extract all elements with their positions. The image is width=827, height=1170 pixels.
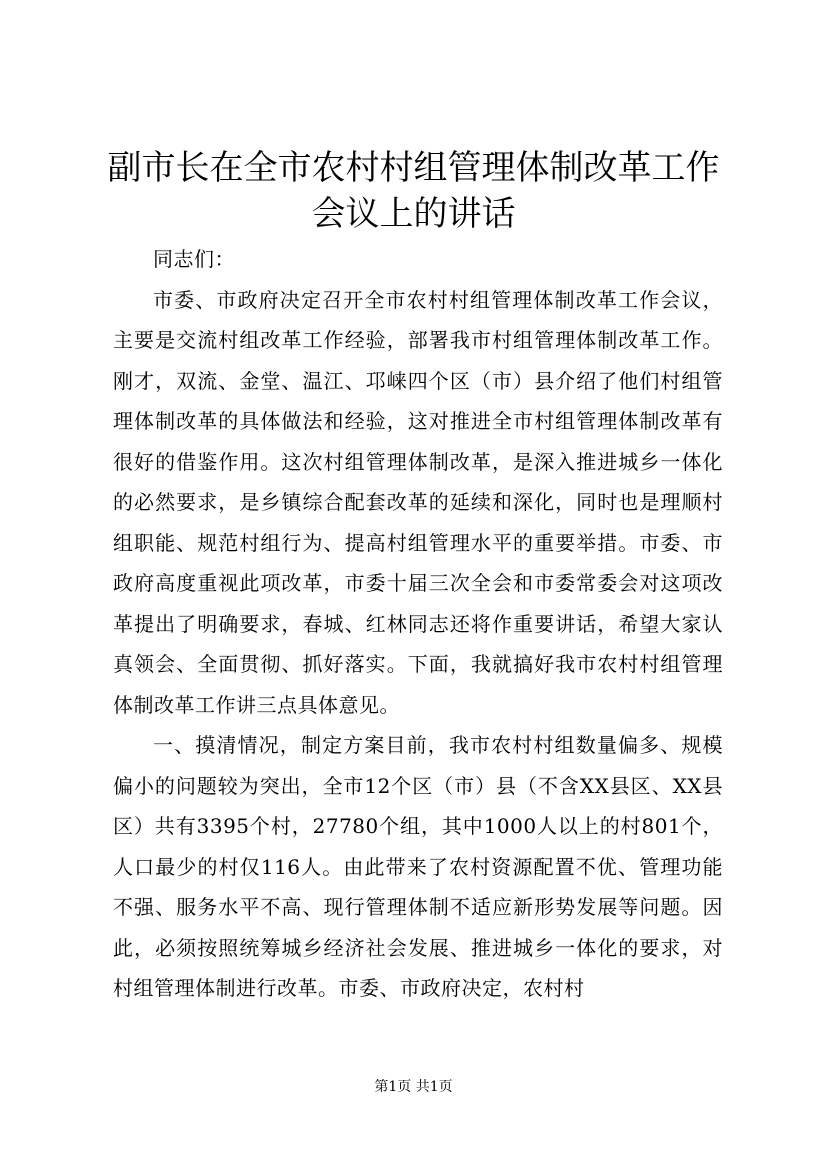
body-paragraph: 一、摸清情况，制定方案目前，我市农村村组数量偏多、规模偏小的问题较为突出，全市12个区（市）县（不含XX县区、XX县区）共有3395个村，27780个组，其中1000人以上的村801个，人口最少的村仅116人。由此带来了农村资源配置不优、管理功能不强、服务水平不高、现行管理体制不适应新形势发展等问题。因此，必须按照统筹城乡经济社会发展、推进城乡一体化的要求，对村组管理体制进行改革。市委、市政府决定，农村村 — [113, 733, 723, 1000]
page-number-footer: 第1页 共1页 — [374, 1079, 453, 1095]
body-paragraph: 市委、市政府决定召开全市农村村组管理体制改革工作会议，主要是交流村组改革工作经验，部署我市村组管理体制改革工作。刚才，双流、金堂、温江、邛崃四个区（市）县介绍了他们村组管理体制改革的具体做法和经验，这对推进全市村组管理体制改革有很好的借鉴作用。这次村组管理体制改革，是深入推进城乡一体化的必然要求，是乡镇综合配套改革的延续和深化，同时也是理顺村组职能、规范村组行为、提高村组管理水平的重要举措。市委、市政府高度重视此项改革，市委十届三次全会和市委常委会对这项改革提出了明确要求，春城、红林同志还将作重要讲话，希望大家认真领会、全面贯彻、抓好落实。下面，我就搞好我市农村村组管理体制改革工作讲三点具体意见。 — [113, 287, 723, 717]
document-title: 副市长在全市农村村组管理体制改革工作会议上的讲话 — [107, 148, 720, 234]
document-body — [113, 239, 723, 1009]
salutation-paragraph: 同志们： — [153, 247, 235, 271]
